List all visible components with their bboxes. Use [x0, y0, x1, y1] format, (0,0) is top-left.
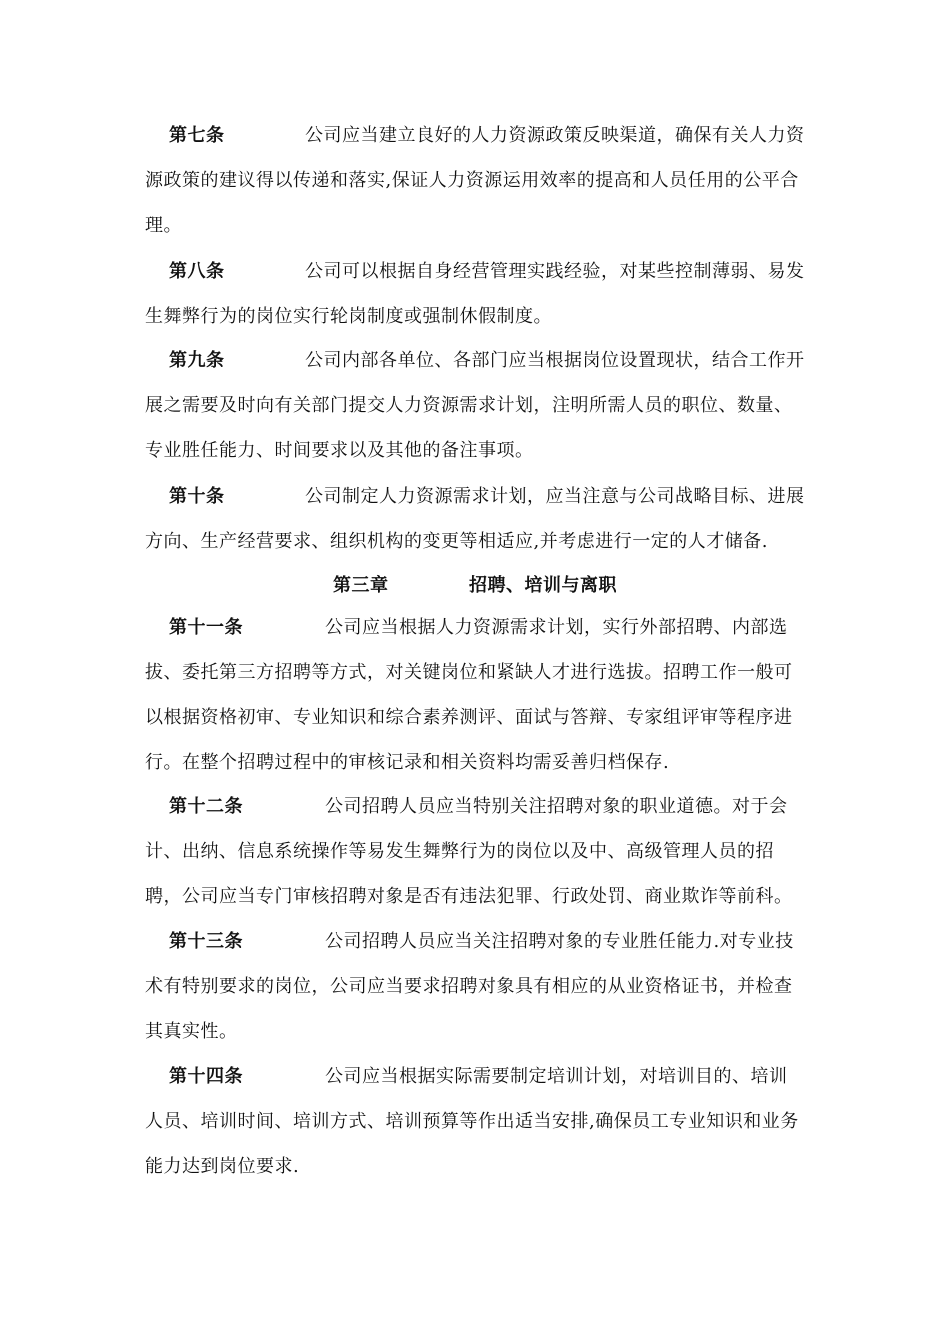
article-10	[145, 474, 805, 564]
chapter-heading	[145, 566, 805, 606]
article-12	[145, 784, 805, 919]
article-11	[145, 605, 805, 785]
article-label: 第十条	[169, 486, 225, 507]
article-label: 第十一条	[169, 617, 243, 638]
article-text: 公司内部各单位、各部门应当根据岗位设置现状，结合工作开展之需要及时向有关部门提交人力资源需求计划，注明所需人员的职位、数量、专业胜任能力、时间要求以及其他的备注事项。	[145, 350, 805, 461]
article-text: 公司招聘人员应当特别关注招聘对象的职业道德。对于会计、出纳、信息系统操作等易发生舞弊行为的岗位以及中、高级管理人员的招聘，公司应当专门审核招聘对象是否有违法犯罪、行政处罚、商业欺诈等前科。	[145, 796, 793, 907]
article-13	[145, 919, 805, 1054]
article-8	[145, 249, 805, 339]
article-text: 公司制定人力资源需求计划，应当注意与公司战略目标、进展方向、生产经营要求、组织机构的变更等相适应,并考虑进行一定的人才储备.	[145, 486, 805, 552]
article-14	[145, 1054, 805, 1189]
article-text: 公司可以根据自身经营管理实践经验，对某些控制薄弱、易发生舞弊行为的岗位实行轮岗制度或强制休假制度。	[145, 261, 805, 327]
article-text: 公司应当根据人力资源需求计划，实行外部招聘、内部选拔、委托第三方招聘等方式，对关键岗位和紧缺人才进行选拔。招聘工作一般可以根据资格初审、专业知识和综合素养测评、面试与答辩、专家组评审等程序进行。在整个招聘过程中的审核记录和相关资料均需妥善归档保存.	[145, 617, 793, 773]
article-label: 第七条	[169, 125, 225, 146]
article-label: 第十四条	[169, 1066, 243, 1087]
article-label: 第十二条	[169, 796, 243, 817]
article-label: 第九条	[169, 350, 225, 371]
article-9	[145, 338, 805, 473]
article-text: 公司招聘人员应当关注招聘对象的专业胜任能力.对专业技术有特别要求的岗位，公司应当要求招聘对象具有相应的从业资格证书，并检查其真实性。	[145, 931, 794, 1042]
article-label: 第十三条	[169, 931, 243, 952]
chapter-title: 招聘、培训与离职	[469, 575, 617, 596]
chapter-number: 第三章	[333, 575, 389, 596]
article-text: 公司应当根据实际需要制定培训计划，对培训目的、培训人员、培训时间、培训方式、培训预算等作出适当安排,确保员工专业知识和业务能力达到岗位要求.	[145, 1066, 799, 1177]
article-label: 第八条	[169, 261, 225, 282]
article-text: 公司应当建立良好的人力资源政策反映渠道，确保有关人力资源政策的建议得以传递和落实,保证人力资源运用效率的提高和人员任用的公平合理。	[145, 125, 805, 236]
article-7	[145, 113, 805, 248]
